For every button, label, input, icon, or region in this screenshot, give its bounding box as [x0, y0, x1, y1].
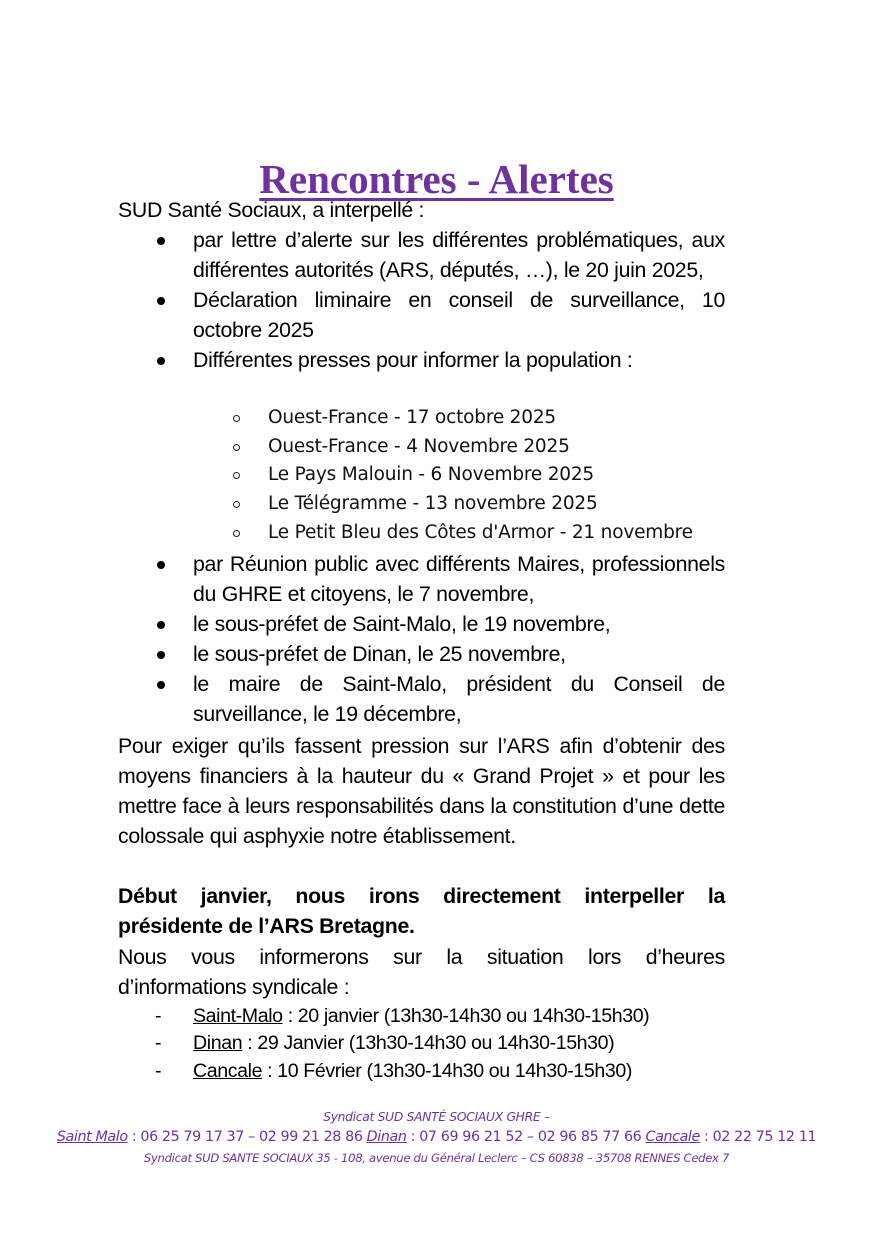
press-item: Ouest-France - 17 octobre 2025 — [230, 404, 730, 433]
session-detail: : 20 janvier (13h30-14h30 ou 14h30-15h30) — [282, 1005, 650, 1027]
dash-bullet-icon: - — [155, 1059, 162, 1082]
bullet-icon — [157, 237, 165, 245]
footer-city-cancale: Cancale — [645, 1129, 700, 1145]
bullet-icon — [157, 297, 165, 305]
circle-bullet-icon — [233, 501, 240, 508]
session-detail: : 29 Janvier (13h30-14h30 ou 14h30-15h30) — [242, 1032, 615, 1055]
circle-bullet-icon — [233, 472, 240, 479]
circle-bullet-icon — [233, 530, 240, 537]
list-item: Déclaration liminaire en conseil de surveillance, 10 octobre 2025 — [118, 285, 725, 345]
actions-list-first — [118, 225, 725, 375]
session-item — [118, 1058, 738, 1085]
intro-text: SUD Santé Sociaux, a interpellé : — [118, 198, 425, 222]
footer-address: Syndicat SUD SANTE SOCIAUX 35 - 108, avenue du Général Leclerc – CS 60838 – 35708 RENNES Cedex 7 — [143, 1151, 730, 1165]
info-paragraph: Nous vous informerons sur la situation lors d’heures d’informations syndicale : — [118, 945, 725, 999]
footer-union-name: Syndicat SUD SANTÉ SOCIAUX GHRE – — [323, 1110, 550, 1124]
bullet-icon — [157, 681, 165, 689]
demand-paragraph: Pour exiger qu’ils fassent pression sur l’ARS afin d’obtenir des moyens financiers à la hauteur du « Grand Projet » et pour les mettre face à leurs responsabilités dans la constitution d’une dette colossale qui asphyxie notre établissement. — [118, 734, 725, 848]
footer-contacts — [0, 1129, 873, 1145]
list-item: le maire de Saint-Malo, président du Conseil de surveillance, le 19 décembre, — [118, 669, 725, 729]
press-item: Ouest-France - 4 Novembre 2025 — [230, 433, 730, 462]
footer-phones-saint-malo: : 06 25 79 17 37 – 02 99 21 28 86 — [127, 1129, 367, 1145]
list-item: par Réunion public avec différents Maires, professionnels du GHRE et citoyens, le 7 novembre, — [118, 549, 725, 609]
press-item: Le Petit Bleu des Côtes d'Armor - 21 novembre — [230, 519, 730, 548]
bullet-icon — [157, 357, 165, 365]
session-item — [118, 1030, 738, 1057]
sessions-list — [118, 1003, 738, 1085]
list-item: le sous-préfet de Dinan, le 25 novembre, — [118, 639, 725, 669]
footer-phones-cancale: : 02 22 75 12 11 — [699, 1129, 817, 1145]
circle-bullet-icon — [233, 444, 240, 451]
list-item: le sous-préfet de Saint-Malo, le 19 novembre, — [118, 609, 725, 639]
footer-city-saint-malo: Saint Malo — [56, 1129, 128, 1145]
bullet-icon — [157, 651, 165, 659]
bullet-icon — [157, 561, 165, 569]
circle-bullet-icon — [233, 415, 240, 422]
page-title: Rencontres - Alertes — [259, 156, 614, 203]
press-item: Le Pays Malouin - 6 Novembre 2025 — [230, 461, 730, 490]
session-location: Dinan — [193, 1032, 243, 1055]
session-item — [118, 1003, 738, 1030]
session-location: Cancale — [193, 1059, 263, 1082]
list-item: par lettre d’alerte sur les différentes problématiques, aux différentes autorités (ARS, députés, …), le 20 juin 2025, — [118, 225, 725, 285]
footer-phones-dinan: : 07 69 96 21 52 – 02 96 85 77 66 — [406, 1129, 646, 1145]
footer-city-dinan: Dinan — [366, 1129, 407, 1145]
session-detail: : 10 Février (13h30-14h30 ou 14h30-15h30) — [262, 1059, 632, 1082]
dash-bullet-icon: - — [155, 1032, 162, 1055]
announcement-paragraph: Début janvier, nous irons directement interpeller la présidente de l’ARS Bretagne. — [118, 884, 725, 938]
press-list — [230, 404, 730, 548]
session-location: Saint-Malo — [193, 1005, 283, 1027]
bullet-icon — [157, 621, 165, 629]
actions-list-second — [118, 549, 725, 729]
list-item: Différentes presses pour informer la population : — [118, 345, 725, 375]
dash-bullet-icon: - — [155, 1005, 162, 1027]
press-item: Le Télégramme - 13 novembre 2025 — [230, 490, 730, 519]
